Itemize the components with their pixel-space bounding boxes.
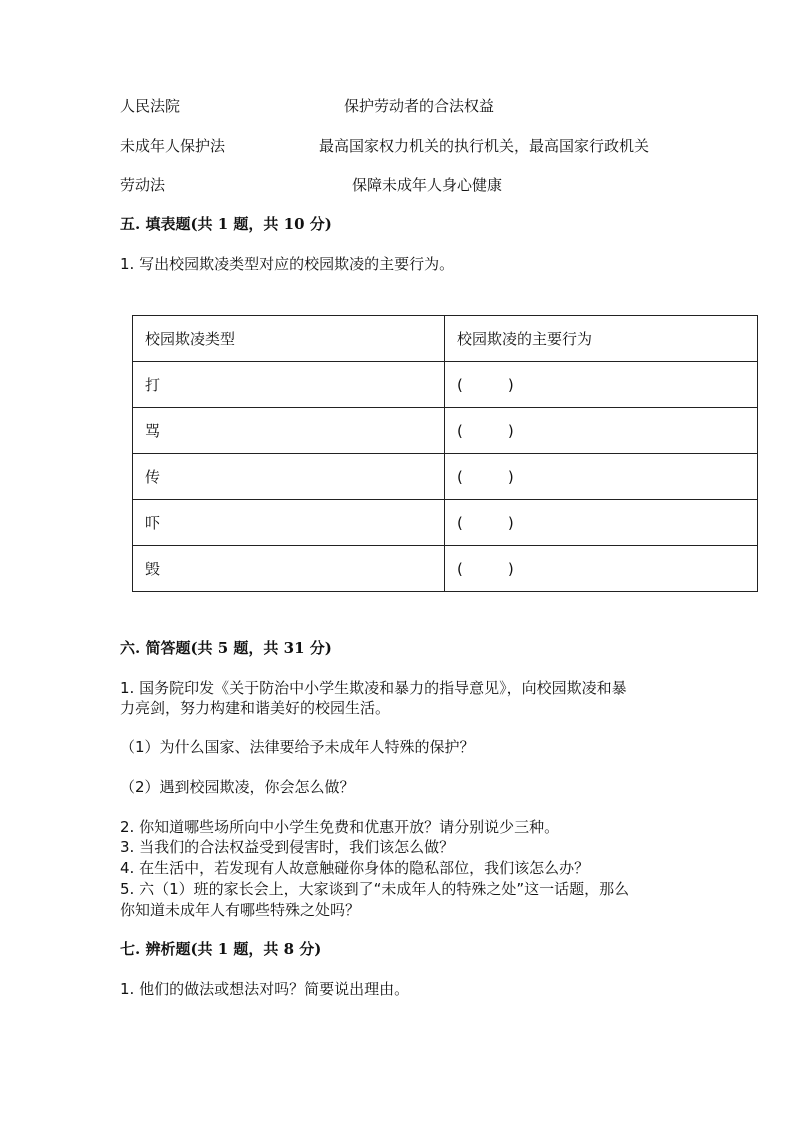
- table-row: [133, 454, 758, 500]
- match-right-2: 最高国家权力机关的执行机关，最高国家行政机关: [319, 137, 650, 155]
- table-header-row: [133, 316, 758, 362]
- table-cell-type: 骂: [133, 408, 445, 454]
- section-6-question-2: 2. 你知道哪些场所向中小学生免费和优惠开放？请分别说少三种。: [120, 818, 560, 836]
- table-header-type: 校园欺凌类型: [133, 316, 445, 362]
- section-6-question-4: 4. 在生活中，若发现有人故意触碰你身体的隐私部位，我们该怎么办？: [120, 859, 590, 877]
- match-right-1: 保护劳动者的合法权益: [344, 97, 495, 115]
- section-6-question-1-line-1: 1. 国务院印发《关于防治中小学生欺凌和暴力的指导意见》，向校园欺凌和暴: [120, 679, 627, 697]
- table-header-behavior: 校园欺凌的主要行为: [445, 316, 758, 362]
- section-7-question-1: 1. 他们的做法或想法对吗？简要说出理由。: [120, 980, 410, 998]
- table-cell-type: 传: [133, 454, 445, 500]
- section-5-question-1: 1. 写出校园欺凌类型对应的校园欺凌的主要行为。: [120, 255, 455, 273]
- bullying-table: [132, 315, 758, 592]
- table-cell-type: 吓: [133, 500, 445, 546]
- table-row: [133, 362, 758, 408]
- section-6-question-5-line-2: 你知道未成年人有哪些特殊之处吗？: [120, 901, 361, 919]
- section-7-heading: 七. 辨析题(共 1 题，共 8 分): [120, 940, 322, 958]
- table-cell-type: 毁: [133, 546, 445, 592]
- table-cell-answer-blank[interactable]: ( ): [445, 362, 758, 408]
- table-row: [133, 500, 758, 546]
- section-6-question-1-sub-1: （1）为什么国家、法律要给予未成年人特殊的保护？: [120, 738, 475, 756]
- section-5-heading: 五. 填表题(共 1 题，共 10 分): [120, 215, 332, 233]
- match-right-3: 保障未成年人身心健康: [352, 176, 503, 194]
- table-row: [133, 408, 758, 454]
- section-6-question-5-line-1: 5. 六（1）班的家长会上，大家谈到了“未成年人的特殊之处”这一话题，那么: [120, 880, 630, 898]
- table-cell-type: 打: [133, 362, 445, 408]
- section-6-question-1-line-2: 力亮剑，努力构建和谐美好的校园生活。: [120, 699, 391, 717]
- table-cell-answer-blank[interactable]: ( ): [445, 454, 758, 500]
- match-left-1: 人民法院: [120, 97, 181, 115]
- match-left-2: 未成年人保护法: [120, 137, 226, 155]
- table-cell-answer-blank[interactable]: ( ): [445, 500, 758, 546]
- table-cell-answer-blank[interactable]: ( ): [445, 546, 758, 592]
- match-left-3: 劳动法: [120, 176, 166, 194]
- section-6-heading: 六. 简答题(共 5 题，共 31 分): [120, 639, 332, 657]
- table-cell-answer-blank[interactable]: ( ): [445, 408, 758, 454]
- section-6-question-3: 3. 当我们的合法权益受到侵害时，我们该怎么做？: [120, 838, 455, 856]
- table-row: [133, 546, 758, 592]
- section-6-question-1-sub-2: （2）遇到校园欺凌，你会怎么做？: [120, 778, 355, 796]
